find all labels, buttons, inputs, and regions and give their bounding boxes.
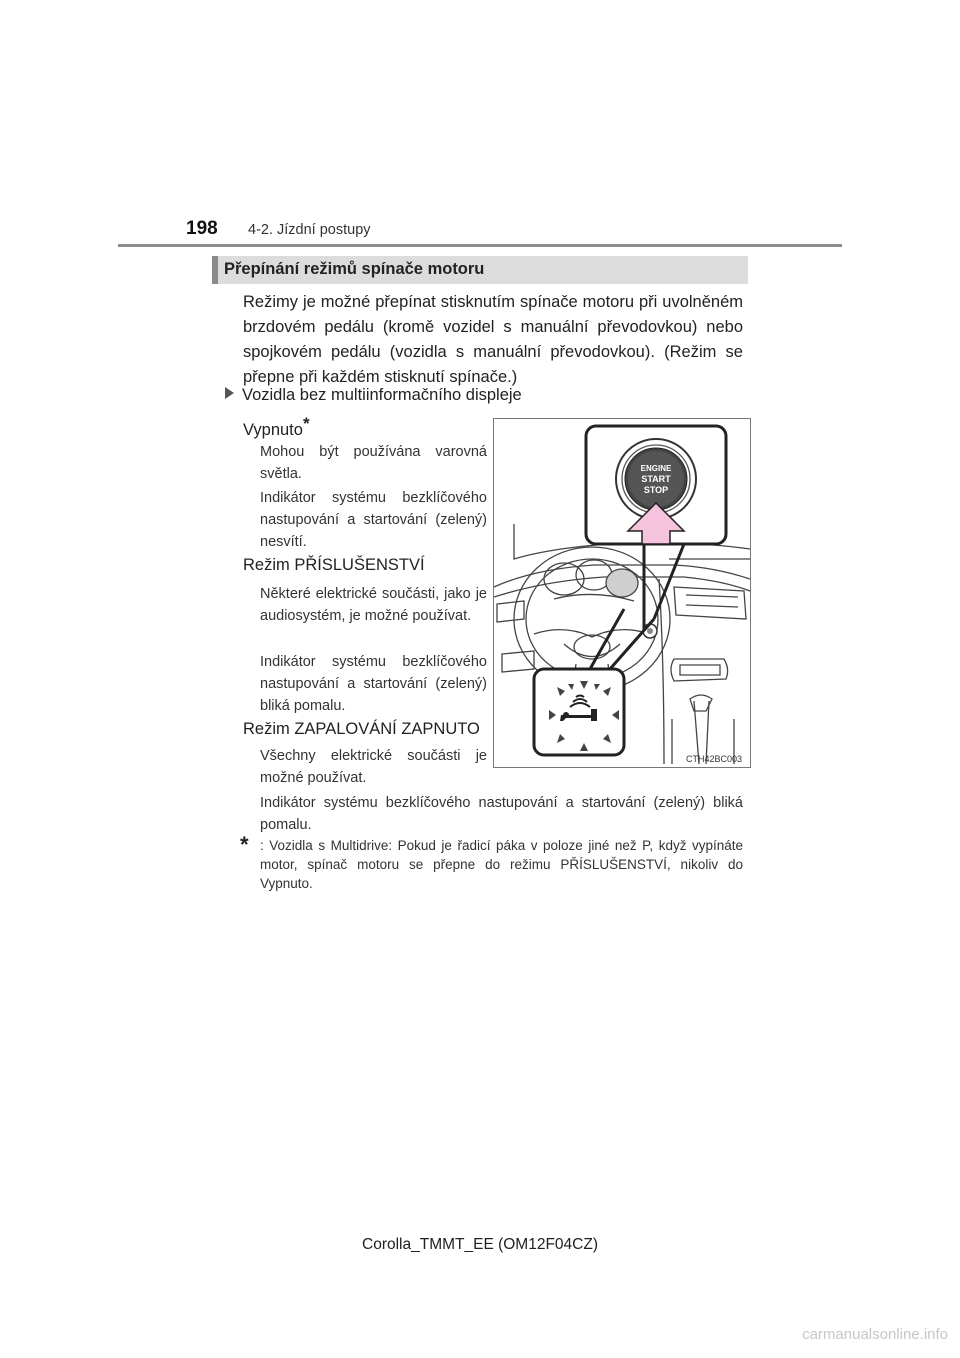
engine-switch-illustration	[493, 418, 751, 768]
heading-text: Přepínání režimů spínače motoru	[224, 260, 485, 278]
footnote-text: : Vozidla s Multidrive: Pokud je řadicí páka v poloze jiné než P, když vypínáte motor, spínač motoru se přepne do režimu PŘÍSLUŠENSTVÍ, nikoliv do Vypnuto.	[260, 838, 743, 891]
triangle-bullet-icon	[225, 387, 234, 399]
mode-on-title: Režim ZAPALOVÁNÍ ZAPNUTO	[243, 720, 480, 738]
mode-on-desc1: Všechny elektrické součásti je možné používat.	[260, 748, 487, 786]
button-label-engine: ENGINE	[640, 464, 672, 473]
mode-off-title	[243, 414, 310, 440]
mode-on-desc2: Indikátor systému bezklíčového nastupování a startování (zelený) bliká pomalu.	[260, 795, 743, 833]
asterisk-mark: *	[302, 414, 310, 433]
bullet-text: Vozidla bez multiinformačního displeje	[242, 386, 522, 404]
mode-acc-desc2: Indikátor systému bezklíčového nastupování a startování (zelený) bliká pomalu.	[260, 654, 487, 714]
intro-paragraph: Režimy je možné přepínat stisknutím spínače motoru při uvolněném brzdovém pedálu (kromě vozidel s manuální převodovkou) nebo spojkovém pedálu (vozidla s manuální převodovkou). (Režim se přepne při každém stisknutí spínače.)	[243, 293, 743, 386]
mode-off-desc2: Indikátor systému bezklíčového nastupování a startování (zelený) nesvítí.	[260, 490, 487, 550]
mode-acc-title: Režim PŘÍSLUŠENSTVÍ	[243, 556, 425, 574]
mode-off-label: Vypnuto	[243, 421, 303, 439]
button-label-start: START	[641, 474, 671, 484]
footnote-asterisk: *	[240, 832, 249, 857]
watermark: carmanualsonline.info	[802, 1326, 948, 1343]
dashboard-drawing	[494, 419, 750, 767]
page-number: 198	[186, 218, 218, 239]
section-heading	[212, 256, 748, 284]
section-title: 4-2. Jízdní postupy	[248, 222, 371, 238]
bullet-item	[225, 386, 522, 405]
figure-code: CTH42BC003	[685, 754, 742, 764]
page-footer: Corolla_TMMT_EE (OM12F04CZ)	[362, 1236, 598, 1253]
header-rule	[118, 244, 842, 247]
mode-acc-desc1: Některé elektrické součásti, jako je audiosystém, je možné používat.	[260, 586, 487, 624]
mode-off-desc1: Mohou být používána varovná světla.	[260, 444, 487, 482]
button-label-stop: STOP	[643, 485, 669, 495]
heading-accent-bar	[212, 256, 218, 284]
